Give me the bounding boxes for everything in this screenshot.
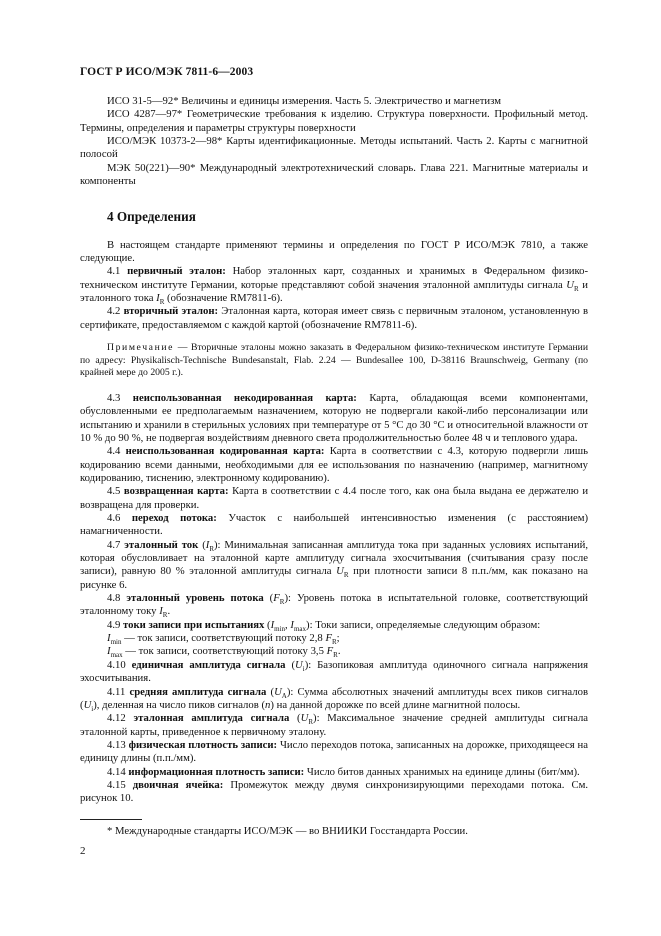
page-content — [80, 95, 588, 838]
page-number: 2 — [80, 845, 86, 857]
reference-item: ИСО 4287—97* Геометрические требования к изделию. Структура поверхности. Профильный метод. Термины, определения и параметры структуры поверхности — [80, 108, 588, 134]
term: единичная амплитуда сигнала — [131, 658, 286, 671]
term: неиспользованная некодированная карта: — [132, 391, 357, 404]
term: возвращенная карта: — [123, 485, 229, 498]
term: первичный эталон: — [127, 265, 226, 278]
definition-4-1: 4.1 первичный эталон: Набор эталонных карт, созданных и хранимых в Федеральном физико-техническом институте Германии, которые представляют собой значения эталонной амплитуды сигнала $U_R$ и эталонного тока $I_R$ (обозначение RM7811-6). — [80, 265, 589, 307]
definition-4-10: 4.10 единичная амплитуда сигнала $(U_i)$: Базопиковая амплитуда одиночного сигнала напряжения эхосчитывания. — [80, 658, 589, 685]
intro-paragraph: В настоящем стандарте применяют термины и определения по ГОСТ Р ИСО/МЭК 7810, а также следующие. — [80, 238, 588, 265]
definition-4-13: 4.13 физическая плотность записи: Число переходов потока, записанных на дорожке, приходящееся на единицу длины (п.п./мм). — [80, 738, 589, 765]
term: переход потока: — [131, 512, 217, 525]
definition-4-12: 4.12 эталонная амплитуда сигнала $(U_R)$: Максимальное значение средней амплитуды сигнала эталонной карты, приведенное к первичному эталону. — [80, 712, 589, 738]
reference-item: МЭК 50(221)—90* Международный электротехнический словарь. Глава 221. Магнитные материалы и компоненты — [80, 161, 588, 188]
term: физическая плотность записи: — [128, 738, 278, 751]
note-paragraph: Примечание — Вторичные эталоны можно заказать в Федеральном физико-техническом институте Германии по адресу: Physikalisch-Technische Bundesanstalt, Flab. 2.24 — Bundesallee 100, D-38116 Braunschweig, Germany (по крайней мере до 2005 г.). — [80, 342, 588, 379]
definition-4-9-min: $I_{min}$ — ток записи, соответствующий потоку 2,8 $F_R$; — [107, 632, 340, 647]
definition-4-11: 4.11 средняя амплитуда сигнала $(U_A)$: Сумма абсолютных значений амплитуды всех пиков сигналов $(U_i)$, деленная на число пиков сигналов (n) на данной дорожке по всей длине магнитной полосы. — [80, 685, 588, 713]
definition-4-9-max: $I_{max}$ — ток записи, соответствующий потоку 3,5 $F_R$. — [107, 645, 341, 660]
definition-4-15: 4.15 двоичная ячейка: Промежуток между двумя синхронизирующими переходами потока. См. рисунок 10. — [80, 778, 589, 805]
definition-4-9: 4.9 токи записи при испытаниях ($I_{min}$, $I_{max}$): Токи записи, определяемые следующим образом: — [107, 618, 541, 633]
footnote: * Международные стандарты ИСО/МЭК — во ВНИИКИ Госстандарта России. — [107, 824, 468, 837]
term: двоичная ячейка: — [132, 778, 224, 791]
definition-4-8: 4.8 эталонный уровень потока $(F_R)$: Уровень потока в испытательной головке, соответствующий эталонному току $I_R$. — [80, 592, 589, 620]
reference-item: ИСО 31-5—92* Величины и единицы измерения. Часть 5. Электричество и магнетизм — [107, 95, 501, 107]
term: эталонный уровень потока — [126, 592, 264, 605]
reference-item: ИСО/МЭК 10373-2—98* Карты идентификационные. Методы испытаний. Часть 2. Карты с магнитной полосой — [80, 135, 588, 161]
definition-4-6: 4.6 переход потока: Участок с наибольшей интенсивностью изменения (с расстоянием) намагниченности. — [80, 512, 589, 538]
definition-4-2: 4.2 вторичный эталон: Эталонная карта, которая имеет связь с первичным эталоном, установленную в сертификате, предоставляемом с каждой картой (обозначение RM7811-6). — [80, 305, 589, 331]
section-title: 4 Определения — [107, 209, 196, 225]
definition-4-5: 4.5 возвращенная карта: Карта в соответствии с 4.4 после того, как она была выдана ее держателю и возвращена для проверки. — [80, 485, 589, 511]
note-label: Примечание — [107, 342, 175, 354]
term: информационная плотность записи: — [128, 765, 305, 778]
footnote-divider — [80, 819, 142, 820]
normative-references — [80, 95, 588, 188]
definition-4-3: 4.3 неиспользованная некодированная карта: Карта, обладающая всеми компонентами, обусловленными ее предполагаемым назначением, которую не подвергали какой-либо персонализации или испытанию и хранили в стерильных условиях при температуре от 5 °С до 30 °С и относительной влажности от 10 % до 90 %, не подвергая воздействиям дневного света продолжительностью более 48 ч и теплового удара. — [80, 391, 588, 444]
definition-4-4: 4.4 неиспользованная кодированная карта: Карта в соответствии с 4.3, которую подвергли лишь кодированию всеми данными, необходимыми для ее использования по назначению (например, магнитному кодированию, тиснению, электронному кодированию). — [80, 445, 588, 484]
page-header: ГОСТ Р ИСО/МЭК 7811-6—2003 — [80, 66, 254, 78]
term: неиспользованная кодированная карта: — [125, 445, 325, 458]
definition-4-7: 4.7 эталонный ток $(I_R)$: Минимальная записанная амплитуда тока при заданных условиях испытаний, которая обусловливает на эталонной карте амплитуду сигнала эхосчитывания (считывания сразу после записи), равную 80 % эталонной амплитуды сигнала $U_R$ при плотности записи 8 п.п./мм, как показано на рисунке 6. — [80, 538, 589, 591]
term: токи записи при испытаниях — [123, 618, 265, 631]
definition-4-14: 4.14 информационная плотность записи: Число битов данных хранимых на единице длины (бит/мм). — [107, 765, 580, 778]
term: эталонный ток — [124, 538, 199, 551]
term: вторичный эталон: — [123, 305, 219, 318]
term: эталонная амплитуда сигнала — [133, 712, 290, 725]
term: средняя амплитуда сигнала — [129, 685, 267, 698]
